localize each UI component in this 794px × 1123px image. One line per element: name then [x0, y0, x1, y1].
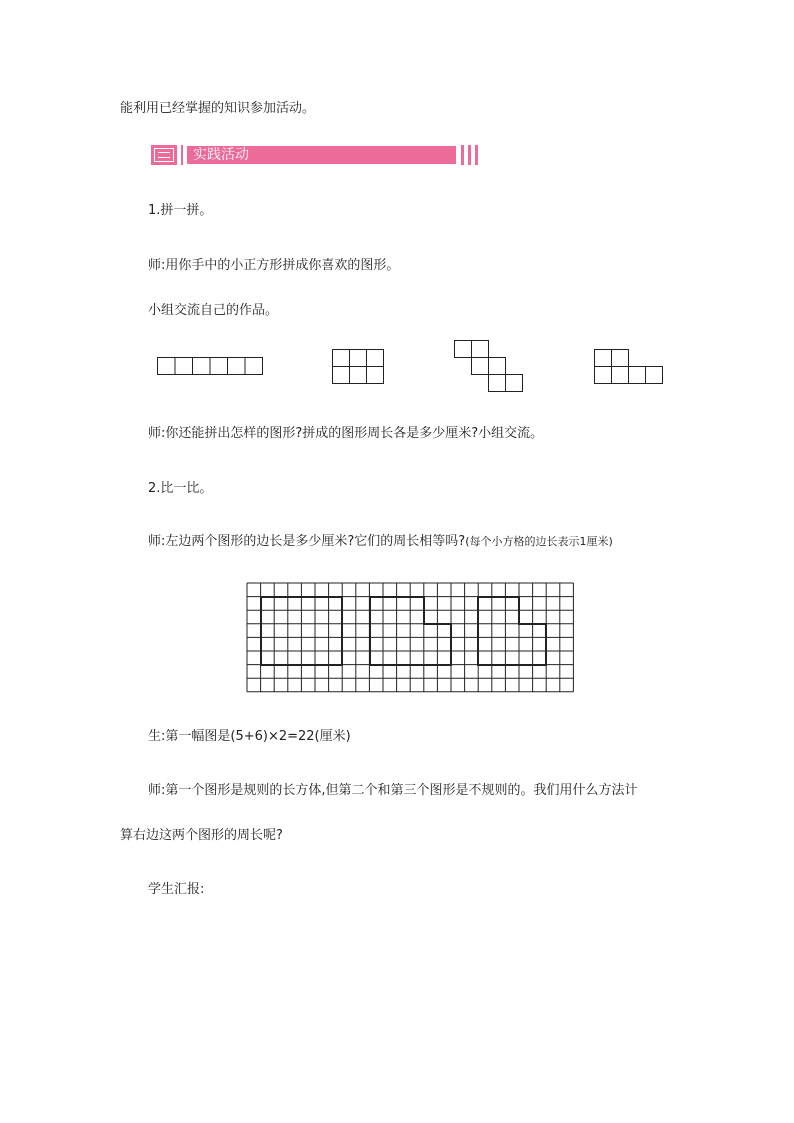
figure-notched-2: [478, 597, 546, 665]
activity-2-heading: 2.比一比。: [148, 481, 213, 496]
shape-grid-2x3: [333, 350, 384, 384]
teacher-line-2: 师:你还能拼出怎样的图形?拼成的图形周长各是多少厘米?小组交流。: [148, 426, 544, 441]
teacher-question-main: 师:左边两个图形的边长是多少厘米?它们的周长相等吗?: [148, 534, 466, 549]
section-title: 实践活动: [193, 147, 249, 163]
activity-1-heading: 1.拼一拼。: [148, 203, 213, 218]
group-share-line: 小组交流自己的作品。: [148, 303, 279, 318]
teacher-question: [148, 534, 613, 550]
shape-l-form: [595, 350, 663, 384]
intro-line: 能利用已经掌握的知识参加活动。: [120, 101, 316, 116]
perimeter-grid-figure: [247, 583, 577, 695]
teacher-line-3a: 师:第一个图形是规则的长方体,但第二个和第三个图形是不规则的。我们用什么方法计: [148, 783, 638, 798]
figure-outlines: [261, 597, 546, 665]
unit-note: (每个小方格的边长表示1厘米): [465, 535, 613, 548]
student-answer: 生:第一幅图是(5+6)×2=22(厘米): [148, 729, 351, 744]
student-report: 学生汇报:: [148, 882, 205, 897]
shape-strip-1x6: [158, 358, 263, 375]
teacher-line-3b: 算右边这两个图形的周长呢?: [120, 828, 283, 843]
shape-staircase: [455, 341, 523, 392]
teacher-line-1: 师:用你手中的小正方形拼成你喜欢的图形。: [148, 258, 400, 273]
